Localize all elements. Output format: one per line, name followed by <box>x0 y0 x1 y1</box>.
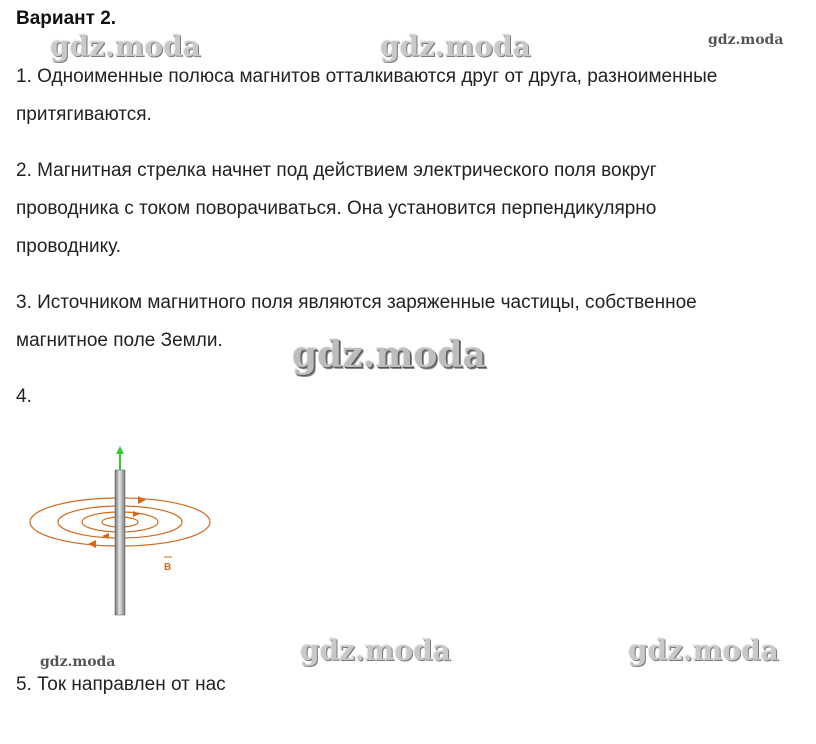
answer-3-line-1: 3. Источником магнитного поля являются заряженные частицы, собственное <box>16 292 697 313</box>
watermark: gdz.moda <box>708 32 784 48</box>
magnetic-field-figure <box>28 440 228 630</box>
answer-1-line-1: 1. Одноименные полюса магнитов отталкиваются друг от друга, разноименные <box>16 66 718 87</box>
watermark: gdz.moda <box>380 30 531 63</box>
watermark: gdz.moda <box>628 634 779 667</box>
answer-2-line-3: проводнику. <box>16 236 122 257</box>
field-arrow <box>133 511 140 517</box>
watermark: gdz.moda <box>50 30 201 63</box>
field-arrow <box>138 496 146 504</box>
answer-1-line-2: притягиваются. <box>16 104 152 125</box>
watermark: gdz.moda <box>292 334 486 376</box>
variant-heading: Вариант 2. <box>16 8 117 29</box>
current-arrow-head <box>116 446 124 454</box>
answer-3-line-2: магнитное поле Земли. <box>16 330 223 351</box>
field-vector-label: B <box>164 562 172 573</box>
conductor-wire <box>115 470 125 615</box>
answer-4-label: 4. <box>16 386 32 407</box>
answer-2-line-2: проводника с током поворачиваться. Она установится перпендикулярно <box>16 198 657 219</box>
watermark: gdz.moda <box>300 634 451 667</box>
field-arrow <box>88 540 96 548</box>
answer-5: 5. Ток направлен от нас <box>16 674 226 695</box>
watermark: gdz.moda <box>40 654 116 670</box>
answer-2-line-1: 2. Магнитная стрелка начнет под действием электрического поля вокруг <box>16 160 657 181</box>
